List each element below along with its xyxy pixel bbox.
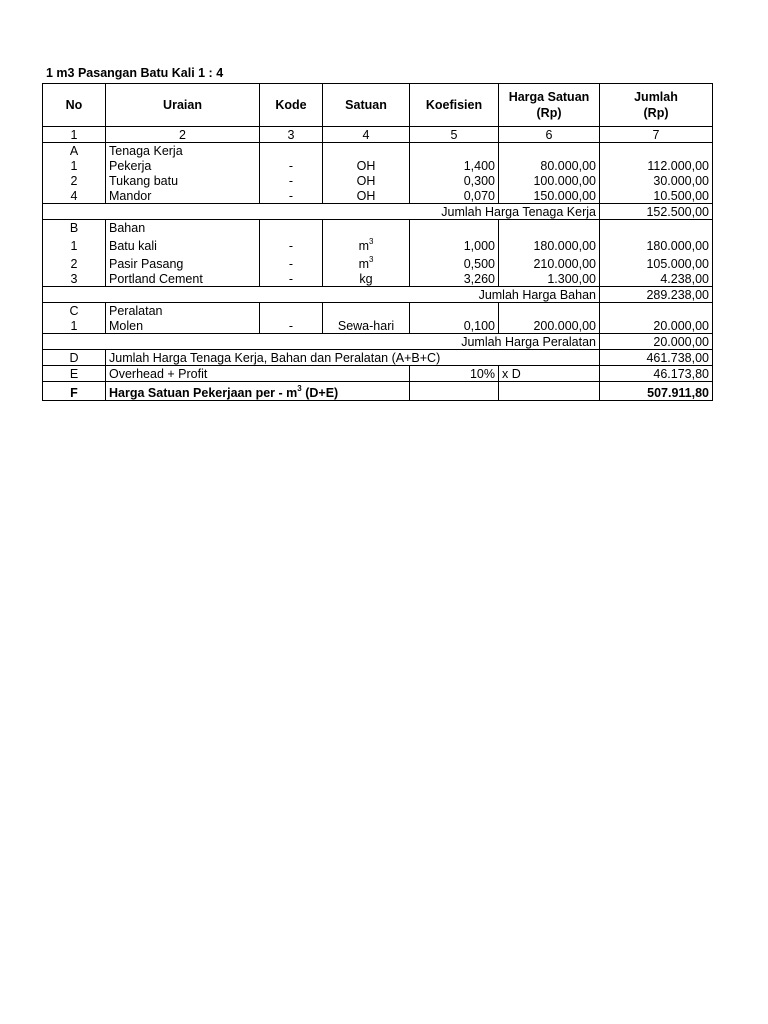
unit-exponent: 3 [368, 254, 374, 264]
sheet-title: 1 m3 Pasangan Batu Kali 1 : 4 [46, 66, 224, 80]
colnum: 5 [410, 127, 499, 143]
header-jumlah [600, 84, 713, 127]
row-jumlah: 30.000,00 [600, 173, 713, 188]
final-label-formula: (D+E) [301, 386, 339, 400]
row-label: Jumlah Harga Tenaga Kerja, Bahan dan Peralatan (A+B+C) [106, 350, 600, 366]
table-header-row [43, 84, 713, 127]
table-row [43, 253, 713, 271]
row-satuan: Sewa-hari [323, 318, 410, 334]
row-kode: - [260, 173, 323, 188]
section-no: C [43, 303, 106, 319]
row-jumlah: 10.500,00 [600, 188, 713, 204]
row-no: E [43, 366, 106, 382]
table-row [43, 188, 713, 204]
header-uraian: Uraian [106, 84, 260, 127]
row-satuan: OH [323, 173, 410, 188]
subtotal-row-bahan [43, 287, 713, 303]
section-no: A [43, 143, 106, 159]
row-no: 4 [43, 188, 106, 204]
row-satuan: OH [323, 158, 410, 173]
subtotal-label: Jumlah Harga Tenaga Kerja [43, 204, 600, 220]
subtotal-value: 152.500,00 [600, 204, 713, 220]
row-kode: - [260, 318, 323, 334]
row-value: 46.173,80 [600, 366, 713, 382]
unit-text: m [358, 239, 369, 253]
colnum: 6 [499, 127, 600, 143]
row-kode: - [260, 235, 323, 253]
row-koefisien: 0,500 [410, 253, 499, 271]
section-b-header-row [43, 220, 713, 236]
final-row-f [43, 382, 713, 401]
row-jumlah: 20.000,00 [600, 318, 713, 334]
row-no: 2 [43, 173, 106, 188]
row-uraian: Mandor [106, 188, 260, 204]
header-koefisien: Koefisien [410, 84, 499, 127]
row-no: D [43, 350, 106, 366]
header-no: No [43, 84, 106, 127]
row-jumlah: 105.000,00 [600, 253, 713, 271]
unit-text: m [358, 257, 369, 271]
colnum: 3 [260, 127, 323, 143]
row-kode: - [260, 271, 323, 287]
row-uraian: Tukang batu [106, 173, 260, 188]
subtotal-row-peralatan [43, 334, 713, 350]
colnum: 2 [106, 127, 260, 143]
table-row [43, 271, 713, 287]
subtotal-label: Jumlah Harga Bahan [43, 287, 600, 303]
row-harga: 150.000,00 [499, 188, 600, 204]
table-row [43, 318, 713, 334]
section-label: Tenaga Kerja [106, 143, 260, 159]
row-uraian: Molen [106, 318, 260, 334]
overhead-percent: 10% [410, 366, 499, 382]
section-a-header-row [43, 143, 713, 159]
row-value: 461.738,00 [600, 350, 713, 366]
row-jumlah: 4.238,00 [600, 271, 713, 287]
row-satuan [323, 253, 410, 271]
header-satuan: Satuan [323, 84, 410, 127]
row-satuan [323, 235, 410, 253]
header-harga-satuan-line2: (Rp) [536, 106, 562, 120]
colnum: 4 [323, 127, 410, 143]
subtotal-label: Jumlah Harga Peralatan [43, 334, 600, 350]
row-no: F [43, 382, 106, 401]
row-koefisien: 0,070 [410, 188, 499, 204]
row-harga: 180.000,00 [499, 235, 600, 253]
row-harga: 200.000,00 [499, 318, 600, 334]
row-label [106, 382, 410, 401]
row-harga: 80.000,00 [499, 158, 600, 173]
row-jumlah: 112.000,00 [600, 158, 713, 173]
row-harga: 100.000,00 [499, 173, 600, 188]
row-koefisien: 3,260 [410, 271, 499, 287]
column-number-row [43, 127, 713, 143]
subtotal-row-tenaga-kerja [43, 204, 713, 220]
unit-exponent: 3 [368, 236, 374, 246]
row-no: 1 [43, 158, 106, 173]
header-jumlah-line1: Jumlah [634, 90, 678, 104]
row-uraian: Pasir Pasang [106, 253, 260, 271]
row-koefisien: 0,100 [410, 318, 499, 334]
colnum: 1 [43, 127, 106, 143]
row-uraian: Batu kali [106, 235, 260, 253]
row-kode: - [260, 188, 323, 204]
header-harga-satuan [499, 84, 600, 127]
row-no: 1 [43, 235, 106, 253]
row-no: 3 [43, 271, 106, 287]
total-row-d [43, 350, 713, 366]
row-no: 2 [43, 253, 106, 271]
unit-price-analysis-table [42, 83, 713, 401]
row-harga: 210.000,00 [499, 253, 600, 271]
row-koefisien: 1,400 [410, 158, 499, 173]
row-kode: - [260, 253, 323, 271]
unit-exponent: 3 [297, 383, 302, 393]
overhead-row-e [43, 366, 713, 382]
row-harga: 1.300,00 [499, 271, 600, 287]
subtotal-value: 20.000,00 [600, 334, 713, 350]
final-label-text: Harga Satuan Pekerjaan per - m [109, 386, 298, 400]
row-kode: - [260, 158, 323, 173]
colnum: 7 [600, 127, 713, 143]
table-row [43, 235, 713, 253]
row-uraian: Portland Cement [106, 271, 260, 287]
overhead-basis: x D [499, 366, 600, 382]
row-satuan: kg [323, 271, 410, 287]
section-label: Bahan [106, 220, 260, 236]
header-jumlah-line2: (Rp) [643, 106, 669, 120]
row-no: 1 [43, 318, 106, 334]
section-no: B [43, 220, 106, 236]
final-total-value: 507.911,80 [600, 382, 713, 401]
row-koefisien: 1,000 [410, 235, 499, 253]
row-uraian: Pekerja [106, 158, 260, 173]
table-row [43, 158, 713, 173]
row-koefisien: 0,300 [410, 173, 499, 188]
header-kode: Kode [260, 84, 323, 127]
header-harga-satuan-line1: Harga Satuan [508, 90, 590, 104]
section-label: Peralatan [106, 303, 260, 319]
row-jumlah: 180.000,00 [600, 235, 713, 253]
row-label: Overhead + Profit [106, 366, 410, 382]
table-row [43, 173, 713, 188]
subtotal-value: 289.238,00 [600, 287, 713, 303]
section-c-header-row [43, 303, 713, 319]
row-satuan: OH [323, 188, 410, 204]
